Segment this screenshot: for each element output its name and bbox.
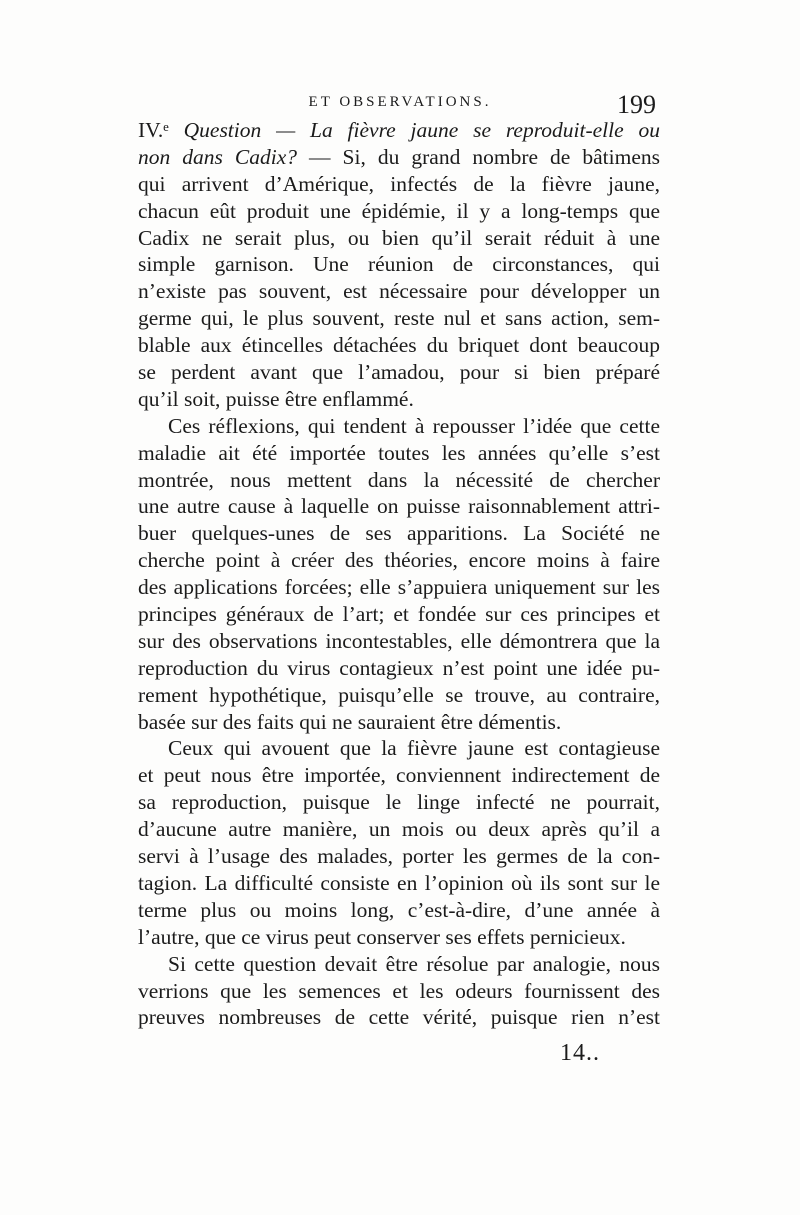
reflexions-paragraph (138, 413, 660, 736)
line-text: d’aucune autre manière, un mois ou deux après qu’il a (138, 817, 660, 842)
line-text: Ceux qui avouent que la fièvre jaune est contagieuse (168, 736, 660, 761)
line-text: sur des observations incontestables, elle démontrera que la (138, 628, 660, 653)
text-line (138, 978, 660, 1005)
line-text: l’autre, que ce virus peut conserver ses effets pernicieux. (138, 924, 626, 949)
line-text: verrions que les semences et les odeurs fournissent des (138, 978, 660, 1003)
text-line (138, 198, 660, 225)
text-line (138, 547, 660, 574)
text-line (138, 951, 660, 978)
line-text: basée sur des faits qui ne sauraient être démentis. (138, 709, 562, 734)
line-text: IV.ᵉ (138, 118, 184, 142)
text-line (138, 359, 660, 386)
page-number: 199 (617, 90, 656, 119)
line-text: servi à l’usage des malades, porter les germes de la con- (138, 844, 660, 869)
line-text: blable aux étincelles détachées du briquet dont beaucoup (138, 333, 660, 358)
text-line (138, 601, 660, 628)
text-line (138, 574, 660, 601)
line-text: buer quelques-unes de ses apparitions. La Société ne (138, 521, 660, 546)
text-line (138, 278, 660, 305)
line-text: cherche point à créer des théories, encore moins à faire (138, 548, 660, 573)
line-text: montrée, nous mettent dans la nécessité de chercher (138, 467, 660, 492)
text-line (138, 117, 660, 144)
line-text: Si cette question devait être résolue par analogie, nous (168, 951, 660, 976)
line-text: maladie ait été importée toutes les années qu’elle s’est (138, 440, 660, 465)
text-line (138, 628, 660, 655)
text-line (138, 171, 660, 198)
line-text: sa reproduction, puisque le linge infecté ne pourrait, (138, 790, 660, 815)
line-text: — Si, du grand nombre de bâtimens (309, 144, 660, 169)
text-line (138, 762, 660, 789)
text-line (138, 924, 660, 951)
line-text: tagion. La difficulté consiste en l’opinion où ils sont sur le (138, 870, 660, 895)
text-line (138, 1004, 660, 1031)
line-text: preuves nombreuses de cette vérité, puisque rien n’est (138, 1005, 660, 1030)
text-line (138, 251, 660, 278)
line-text: reproduction du virus contagieux n’est point une idée pu- (138, 655, 660, 680)
text-line (138, 816, 660, 843)
line-text: terme plus ou moins long, c’est-à-dire, d’une année à (138, 897, 660, 922)
line-text: des applications forcées; elle s’appuiera uniquement sur les (138, 575, 660, 600)
text-line (138, 735, 660, 762)
si-paragraph (138, 951, 660, 1032)
line-text: qu’il soit, puisse être enflammé. (138, 386, 414, 411)
line-text: chacun eût produit une épidémie, il y a long-temps que (138, 198, 660, 223)
text-line (138, 789, 660, 816)
text-line (138, 709, 660, 736)
line-text: se perdent avant que l’amadou, pour si bien préparé (138, 360, 660, 385)
line-text: qui arrivent d’Amérique, infectés de la fièvre jaune, (138, 171, 660, 196)
text-line (138, 897, 660, 924)
body-text (138, 117, 660, 1031)
text-line (138, 305, 660, 332)
line-italic-text: non dans Cadix? (138, 144, 310, 169)
question-paragraph (138, 117, 660, 413)
text-line (138, 440, 660, 467)
page-header (140, 90, 660, 120)
text-line (138, 520, 660, 547)
line-text: et peut nous être importée, conviennent indirectement de (138, 763, 660, 788)
line-text: simple garnison. Une réunion de circonstances, qui (138, 252, 660, 277)
text-line (138, 144, 660, 171)
line-text: Cadix ne serait plus, ou bien qu’il serait réduit à une (138, 225, 660, 250)
ceux-paragraph (138, 735, 660, 950)
line-text: une autre cause à laquelle on puisse raisonnablement attri- (138, 494, 660, 519)
signature-mark: 14.. (560, 1040, 600, 1066)
line-text: germe qui, le plus souvent, reste nul et sans action, sem- (138, 306, 660, 331)
line-text: principes généraux de l’art; et fondée sur ces principes et (138, 602, 660, 627)
text-line (138, 843, 660, 870)
text-line (138, 870, 660, 897)
text-line (138, 467, 660, 494)
text-line (138, 386, 660, 413)
text-line (138, 413, 660, 440)
running-head: ET OBSERVATIONS. (308, 94, 492, 110)
text-line (138, 332, 660, 359)
line-text: n’existe pas souvent, est nécessaire pour développer un (138, 279, 660, 304)
line-text: rement hypothétique, puisqu’elle se trouve, au contraire, (138, 682, 660, 707)
text-line (138, 225, 660, 252)
line-text: Ces réflexions, qui tendent à repousser l’idée que cette (168, 413, 660, 438)
line-italic-text: Question — La fièvre jaune se reproduit-elle ou (183, 118, 660, 142)
text-line (138, 682, 660, 709)
text-line (138, 493, 660, 520)
text-line (138, 655, 660, 682)
